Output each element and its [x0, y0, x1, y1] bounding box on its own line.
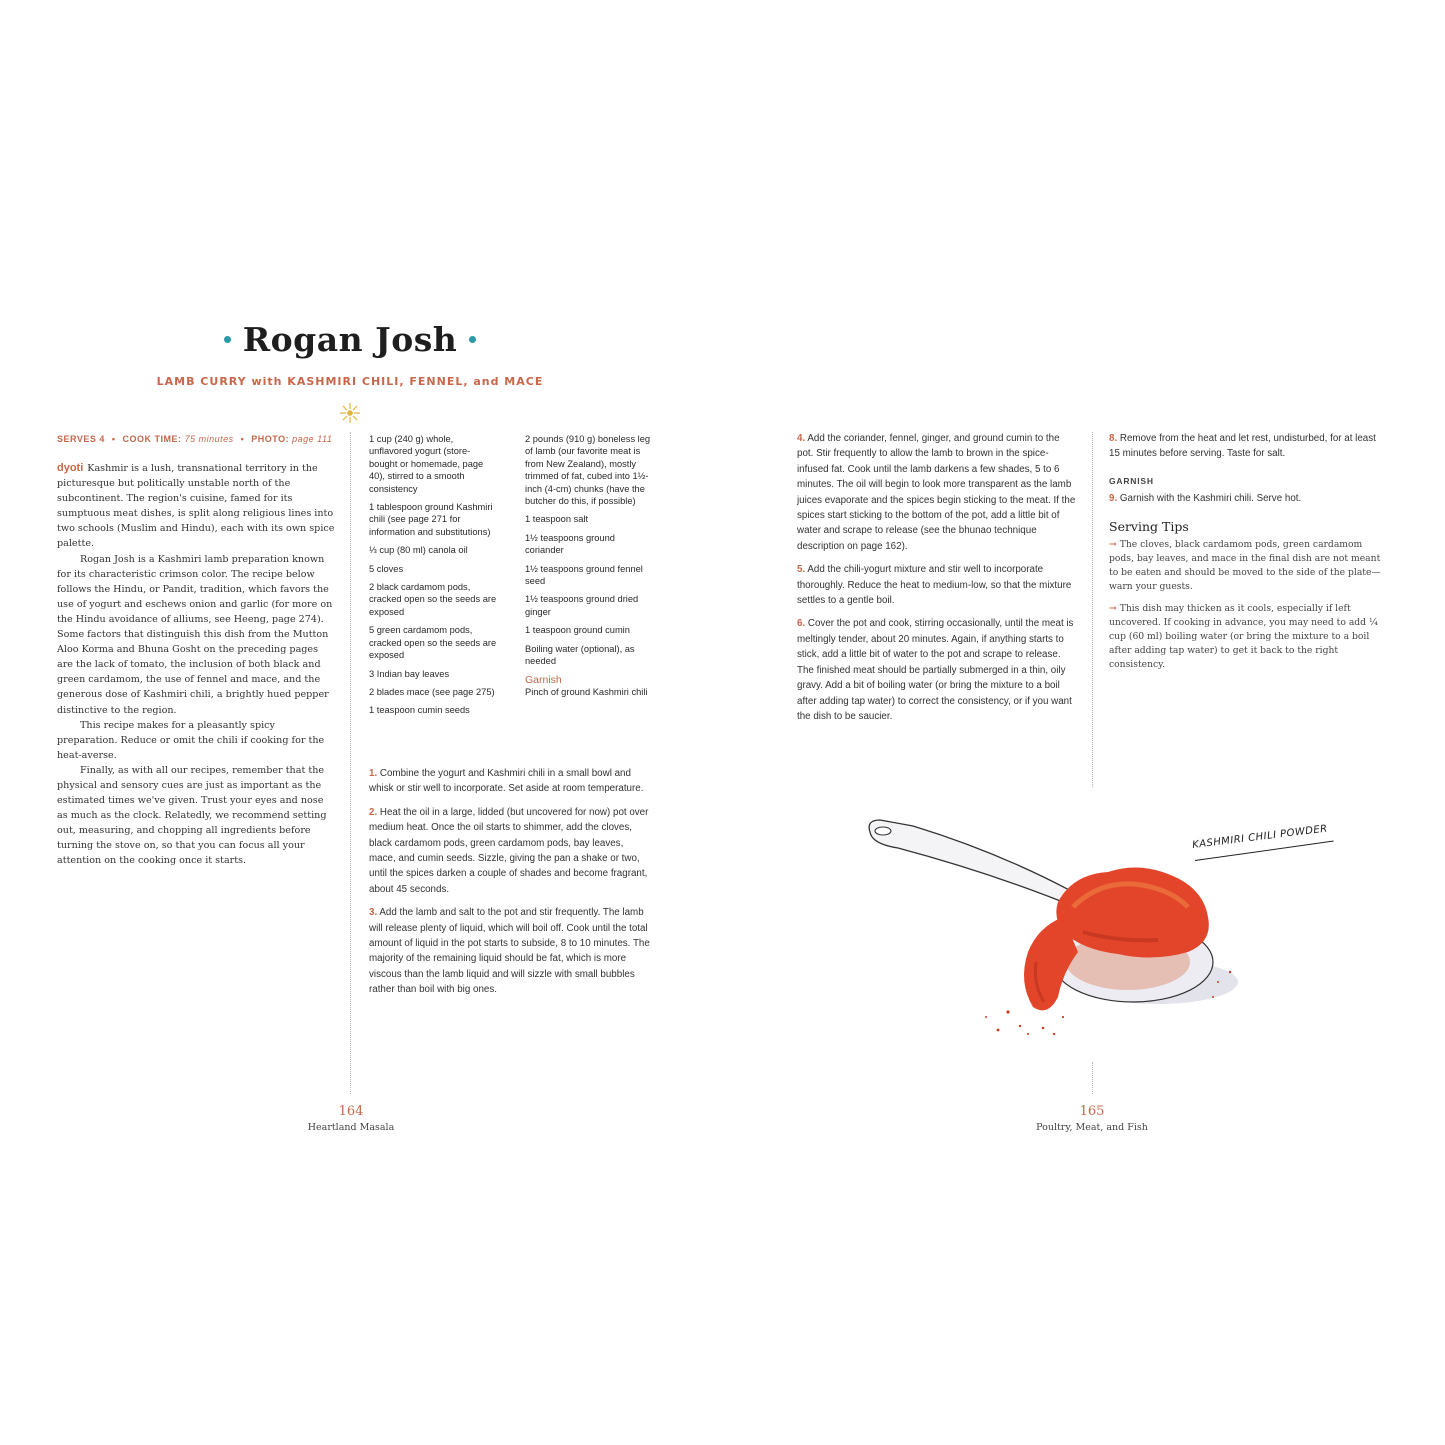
- column-divider: [1092, 432, 1093, 787]
- serves-text: SERVES 4: [57, 434, 105, 444]
- column-divider: [350, 432, 351, 1094]
- recipe-title: Rogan Josh: [242, 320, 458, 359]
- cook-time-label: COOK TIME:: [122, 434, 182, 444]
- page-number: 164: [338, 1104, 364, 1119]
- step-number: 9.: [1109, 493, 1118, 505]
- ingredient-item: 2 pounds (910 g) boneless leg of lamb (our favorite meat is from New Zealand), mostly trimmed of fat, cubed into 1½-inch (4-cm) chunks (have the butcher do this, if possible): [525, 434, 651, 507]
- ingredient-item: 1 teaspoon cumin seeds: [369, 705, 470, 716]
- step-number: 2.: [369, 806, 378, 818]
- garnish-step-heading: GARNISH: [1109, 475, 1154, 486]
- teal-dot-icon: [469, 336, 476, 343]
- title-row: [150, 320, 550, 359]
- photo-page: page 111: [292, 434, 333, 444]
- step-number: 6.: [797, 618, 806, 630]
- recipe-subtitle: LAMB CURRY with KASHMIRI CHILI, FENNEL, and MACE: [156, 375, 544, 388]
- serving-tip: [1109, 538, 1381, 594]
- step-text: Remove from the heat and let rest, undisturbed, for at least 15 minutes before serving. Taste for salt.: [1109, 433, 1376, 460]
- ingredient-item: 1 teaspoon ground cumin: [525, 625, 630, 636]
- steps-column-left: [369, 766, 651, 1006]
- step-item: [797, 562, 1077, 608]
- ingredients-column-2: [525, 433, 653, 704]
- arrow-icon: →: [1109, 539, 1117, 551]
- step-text: Heat the oil in a large, lidded (but uncovered for now) pot over medium heat. Once the oil starts to shimmer, add the cloves, black cardamom pods, green cardamom pods, bay leaves, mace, and cumin seeds. Sizzle, giving the pan a shake or two, until the spices darken a couple of shades and become fragrant, about 45 seconds.: [369, 806, 649, 895]
- ingredient-item: 1 cup (240 g) whole, unflavored yogurt (store-bought or homemade, page 40), stirred to a smooth consistency: [369, 434, 484, 494]
- ingredient-item: 3 Indian bay leaves: [369, 668, 450, 679]
- step-text: Add the coriander, fennel, ginger, and ground cumin to the pot. Stir frequently to allow the lamb to brown in the spice-infused fat. Cook until the lamb darkens a few shades, 5 to 6 minutes. The oil will begin to look more transparent as the lamb juices evaporate and the spices begin sticking to the meat. If the spices start sticking to the bottom of the pot, add a little bit of water and scrape to release (see the bhunao technique description on page 162).: [797, 433, 1076, 552]
- step-number: 4.: [797, 433, 806, 444]
- section-name: Poultry, Meat, and Fish: [1036, 1122, 1148, 1133]
- ingredient-item: 1 tablespoon ground Kashmiri chili (see page 271 for information and substitutions): [369, 502, 493, 537]
- step-item: [1109, 491, 1381, 506]
- photo-label: PHOTO:: [251, 434, 290, 444]
- step-text: Combine the yogurt and Kashmiri chili in a small bowl and whisk or stir well to incorporate. Set aside at room temperature.: [369, 768, 644, 795]
- serving-tip: [1109, 602, 1381, 672]
- serving-tip-text: The cloves, black cardamom pods, green cardamom pods, bay leaves, and mace in the final dish are not meant to be eaten and should be moved to the side of the plate—warn your guests.: [1109, 539, 1381, 593]
- step-text: Add the chili-yogurt mixture and stir well to incorporate thoroughly. Reduce the heat to medium-low, so that the mixture settles to a gentle boil.: [797, 564, 1072, 607]
- page-number: 165: [1079, 1104, 1105, 1119]
- step-number: 5.: [797, 564, 806, 576]
- step-text: Cover the pot and cook, stirring occasionally, until the meat is meltingly tender, about 20 minutes. Again, if anything starts to stick, add a little bit of water to the pot and scrape to release. The finished meat should be partially submerged in a thin, oily gravy. Add a bit of boiling water (or bring the mixture to a boil after adding tap water) to correct the consistency, or if you want the dish to be saucier.: [797, 618, 1074, 722]
- step-item: [369, 805, 651, 897]
- ingredient-item: 1½ teaspoons ground fennel seed: [525, 563, 643, 587]
- ingredient-item: Boiling water (optional), as needed: [525, 643, 635, 667]
- ingredient-item: 2 blades mace (see page 275): [369, 686, 495, 697]
- step-text: Garnish with the Kashmiri chili. Serve hot.: [1119, 493, 1302, 505]
- ingredient-item: ⅓ cup (80 ml) canola oil: [369, 545, 468, 556]
- intro-paragraph: Finally, as with all our recipes, remember that the physical and sensory cues are just as important as the estimated times we've given. Trust your eyes and nose as much as the clock. Relatedly, we recommend setting out, measuring, and chopping all ingredients before turning the stove on, so that you can focus all your attention on the cooking once it starts.: [57, 764, 327, 867]
- arrow-icon: →: [1109, 603, 1117, 615]
- step-number: 8.: [1109, 433, 1118, 444]
- step-item: [797, 431, 1077, 554]
- steps-column-far-right: [1109, 431, 1381, 680]
- chili-powder-spoon-illustration: [858, 812, 1248, 1042]
- serving-tip-text: This dish may thicken as it cools, especially if left uncovered. If cooking in advance, you may need to add ¼ cup (60 ml) boiling water (or bring the mixture to a boil after adding tap water) to get it back to the right consistency.: [1109, 603, 1378, 671]
- ingredient-item: 1 teaspoon salt: [525, 514, 589, 525]
- ingredient-item: 1½ teaspoons ground dried ginger: [525, 594, 639, 617]
- steps-column-right: [797, 431, 1077, 732]
- step-item: [797, 616, 1077, 724]
- ingredients-column-1: [369, 433, 497, 723]
- intro-paragraph: [57, 461, 335, 552]
- garnish-heading: Garnish: [525, 673, 562, 686]
- intro-paragraph: This recipe makes for a pleasantly spicy preparation. Reduce or omit the chili if cooking for the heat-averse.: [57, 719, 325, 761]
- step-item: [369, 905, 651, 997]
- ingredient-item: 5 cloves: [369, 563, 404, 574]
- teal-dot-icon: [224, 336, 231, 343]
- step-number: 3.: [369, 907, 378, 919]
- ingredient-item: 1½ teaspoons ground coriander: [525, 532, 615, 556]
- column-divider: [1092, 1062, 1093, 1094]
- illustration-caption: KASHMIRI CHILI POWDER: [1191, 823, 1329, 851]
- garnish-ingredient: Pinch of ground Kashmiri chili: [525, 686, 648, 697]
- intro-paragraph-text: Kashmir is a lush, transnational territory in the picturesque but politically unstable north of the subcontinent. The region's cuisine, famed for its sumptuous meat dishes, is split along religious lines into two schools (Muslim and Hindu), each with its own spice palette.: [57, 463, 335, 550]
- page-footer-right: [992, 1104, 1192, 1133]
- step-item: [369, 766, 651, 797]
- cook-time-value: 75 minutes: [184, 434, 234, 444]
- step-text: Add the lamb and salt to the pot and stir frequently. The lamb will release plenty of liquid, which will boil off. Cook until the total amount of liquid in the pot starts to subside, 8 to 10 minutes. The majority of the remaining liquid should be fat, which is more viscous than the lamb liquid and will sizzle with small bubbles rather than boil with big ones.: [369, 907, 650, 996]
- intro-text: [57, 461, 335, 869]
- bullet-icon: •: [111, 434, 116, 444]
- serving-tips-heading: Serving Tips: [1109, 518, 1189, 534]
- ingredient-item: 5 green cardamom pods, cracked open so the seeds are exposed: [369, 625, 497, 661]
- page-footer-left: [251, 1104, 451, 1133]
- flower-ornament-icon: [339, 402, 361, 424]
- intro-paragraph: Rogan Josh is a Kashmiri lamb preparation known for its characteristic crimson color. The recipe below follows the Hindu, or Pandit, tradition, which favors the use of yogurt and eschews onion and garlic (for more on the Hindu avoidance of alliums, see Heeng, page 274). Some factors that distinguish this dish from the Mutton Aloo Korma and Bhuna Gosht on the preceding pages are the lack of tomato, the inclusion of both black and green cardamom, the use of fennel and mace, and the generous dose of Kashmiri chili, a brightly hued pepper distinctive to the region.: [57, 553, 333, 716]
- step-item: [1109, 431, 1381, 462]
- bullet-icon: •: [240, 434, 245, 444]
- recipe-header: [150, 320, 550, 429]
- author-signature: dyoti: [57, 462, 84, 474]
- recipe-meta: [57, 434, 332, 444]
- ingredient-item: 2 black cardamom pods, cracked open so the seeds are exposed: [369, 582, 497, 617]
- step-number: 1.: [369, 768, 378, 779]
- section-name: Heartland Masala: [307, 1122, 395, 1133]
